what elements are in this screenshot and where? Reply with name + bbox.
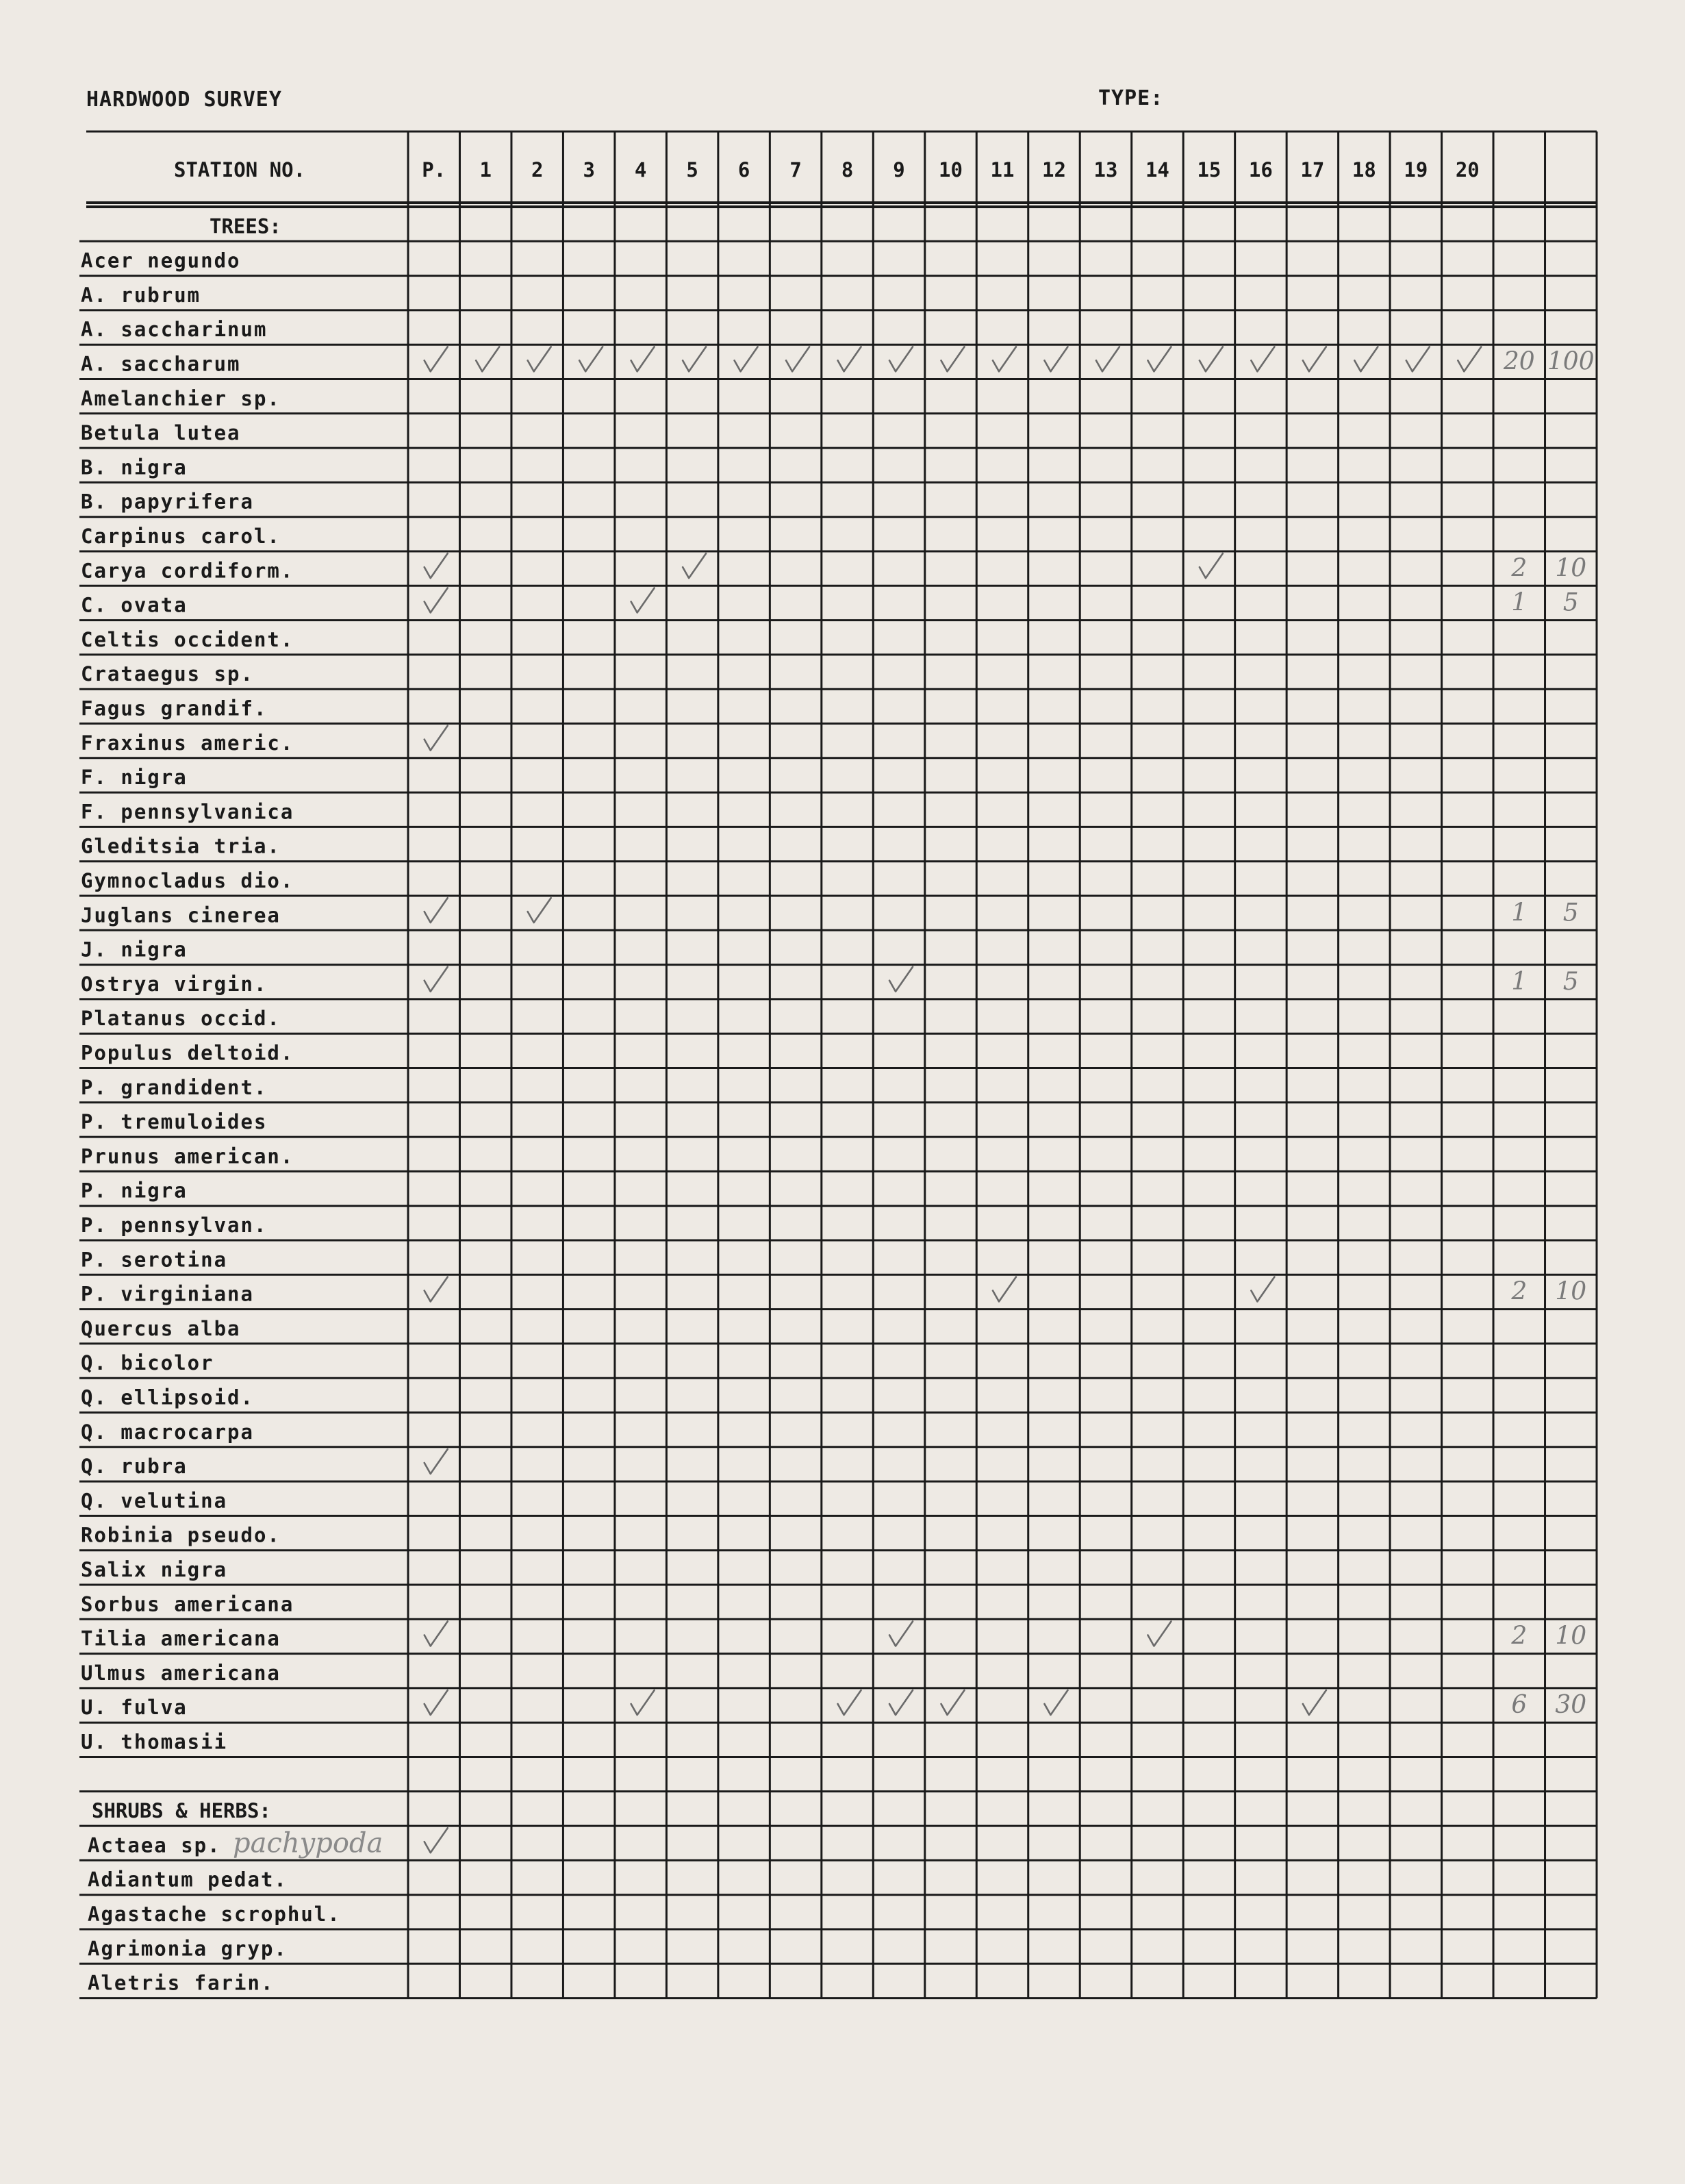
checkmark-icon [425, 1277, 448, 1301]
checkmark-icon [1251, 1277, 1274, 1301]
tally-value: 10 [1555, 1622, 1587, 1650]
checkmark-icon [425, 898, 448, 922]
checkmark-icon [683, 347, 706, 371]
checkmark-icon [1354, 347, 1378, 371]
species-name: Carya cordiform. [81, 559, 294, 583]
species-name: Ostrya virgin. [81, 972, 268, 996]
column-header: 14 [1145, 158, 1169, 181]
checkmark-icon [631, 1690, 655, 1715]
species-name: Salix nigra [81, 1558, 228, 1581]
checkmark-icon [1458, 347, 1481, 371]
species-name: Aletris farin. [88, 1971, 275, 1995]
checkmark-icon [889, 1621, 913, 1646]
species-name: Q. rubra [81, 1455, 188, 1479]
species-name: P. nigra [81, 1179, 188, 1203]
species-name: U. thomasii [81, 1730, 228, 1754]
species-name: Amelanchier sp. [81, 386, 281, 410]
species-name: Gleditsia tria. [81, 834, 281, 858]
species-name: Fraxinus americ. [81, 731, 294, 755]
page-title: HARDWOOD SURVEY [86, 88, 282, 112]
column-header: 9 [893, 158, 905, 181]
checkmark-icon [476, 347, 499, 371]
checkmark-icon [941, 1690, 965, 1715]
species-name: Q. velutina [81, 1489, 228, 1513]
column-header: 17 [1300, 158, 1325, 181]
tally-value: 1 [1511, 967, 1528, 996]
checkmark-icon [425, 1828, 448, 1853]
tally-value: 20 [1503, 347, 1535, 376]
tally-value: 10 [1555, 1277, 1587, 1306]
species-name: P. serotina [81, 1248, 228, 1272]
species-name: A. saccharinum [81, 318, 268, 342]
species-name: Gymnocladus dio. [81, 869, 294, 892]
species-name: Fagus grandif. [81, 696, 268, 720]
section-label: TREES: [210, 214, 281, 238]
column-header: 2 [531, 158, 544, 181]
species-name: Q. ellipsoid. [81, 1385, 254, 1409]
checkmark-icon [1148, 347, 1171, 371]
column-header: 6 [737, 158, 750, 181]
species-name: B. nigra [81, 455, 188, 479]
column-header: 15 [1197, 158, 1221, 181]
tally-value: 1 [1511, 588, 1528, 617]
checkmark-icon [579, 347, 603, 371]
checkmark-icon [838, 347, 861, 371]
species-name: Tilia americana [81, 1627, 281, 1650]
station-no-label: STATION NO. [174, 158, 306, 181]
species-name: Crataegus sp. [81, 662, 254, 686]
species-name: P. tremuloides [81, 1110, 268, 1134]
species-name: Agastache scrophul. [88, 1903, 341, 1926]
checkmark-icon [683, 553, 706, 578]
checkmark-icon [425, 1621, 448, 1646]
tally-value: 100 [1547, 347, 1595, 376]
species-name: P. virginiana [81, 1282, 254, 1306]
column-header: 5 [686, 158, 698, 181]
species-name: Juglans cinerea [81, 903, 281, 927]
species-name: A. rubrum [81, 283, 201, 307]
tally-value: 2 [1511, 554, 1528, 583]
species-name: Sorbus americana [81, 1592, 294, 1616]
checkmark-icon [1303, 347, 1326, 371]
checkmark-icon [838, 1690, 861, 1715]
column-header: 12 [1042, 158, 1066, 181]
tally-value: 30 [1555, 1691, 1587, 1720]
checkmark-icon [786, 347, 809, 371]
checkmark-icon [1044, 1690, 1067, 1715]
type-label: TYPE: [1098, 86, 1164, 110]
tally-value: 5 [1562, 899, 1579, 927]
tally-value: 6 [1511, 1691, 1528, 1720]
species-name: Agrimonia gryp. [88, 1937, 288, 1961]
species-name: Quercus alba [81, 1316, 241, 1340]
checkmark-icon [528, 898, 551, 922]
species-name: P. pennsylvan. [81, 1214, 268, 1237]
checkmark-icon [1303, 1690, 1326, 1715]
checkmark-icon [1044, 347, 1067, 371]
species-name: U. fulva [81, 1696, 188, 1720]
checkmark-icon [528, 347, 551, 371]
checkmark-icon [1096, 347, 1119, 371]
species-name: C. ovata [81, 593, 188, 617]
checkmark-icon [425, 1449, 448, 1474]
column-header: 16 [1248, 158, 1273, 181]
species-name: P. grandident. [81, 1075, 268, 1099]
checkmark-icon [425, 967, 448, 992]
species-name: Prunus american. [81, 1144, 294, 1168]
checkmark-icon [425, 726, 448, 751]
species-name: Adiantum pedat. [88, 1868, 288, 1892]
column-header: 11 [990, 158, 1015, 181]
checkmark-icon [425, 553, 448, 578]
checkmark-icon [1200, 553, 1223, 578]
column-header: 19 [1404, 158, 1428, 181]
checkmark-icon [631, 347, 655, 371]
species-name: Celtis occident. [81, 627, 294, 651]
column-header: 7 [789, 158, 802, 181]
species-name: Platanus occid. [81, 1007, 281, 1031]
species-name: J. nigra [81, 938, 188, 962]
checkmark-icon [993, 347, 1016, 371]
checkmark-icon [1148, 1621, 1171, 1646]
checkmark-icon [1200, 347, 1223, 371]
column-header: 8 [841, 158, 854, 181]
column-header: 3 [583, 158, 595, 181]
species-name: Ulmus americana [81, 1661, 281, 1685]
species-name: A. saccharum [81, 352, 241, 376]
checkmark-icon [425, 347, 448, 371]
checkmark-icon [631, 588, 655, 612]
section-label: SHRUBS & HERBS: [92, 1799, 271, 1823]
species-name: Q. macrocarpa [81, 1420, 254, 1444]
species-name: Robinia pseudo. [81, 1523, 281, 1547]
tally-value: 5 [1562, 967, 1579, 996]
column-header: 13 [1093, 158, 1118, 181]
column-header: P. [422, 158, 446, 181]
column-header: 20 [1455, 158, 1480, 181]
column-header: 4 [634, 158, 647, 181]
checkmark-icon [889, 1690, 913, 1715]
column-header: 10 [939, 158, 963, 181]
species-name: Carpinus carol. [81, 525, 281, 548]
checkmark-icon [889, 347, 913, 371]
checkmark-icon [425, 1690, 448, 1715]
checkmark-icon [889, 967, 913, 992]
checkmark-icon [735, 347, 758, 371]
species-name: F. pennsylvanica [81, 800, 294, 824]
species-name: Betula lutea [81, 421, 241, 445]
species-name: Actaea sp. [88, 1833, 221, 1857]
column-header: 1 [479, 158, 492, 181]
checkmark-icon [993, 1277, 1016, 1301]
handwritten-note: pachypoda [233, 1827, 383, 1859]
tally-value: 5 [1562, 588, 1579, 617]
checkmark-icon [1251, 347, 1274, 371]
checkmark-icon [1406, 347, 1430, 371]
tally-value: 2 [1511, 1277, 1528, 1306]
species-name: Acer negundo [81, 249, 241, 273]
species-name: Q. bicolor [81, 1351, 214, 1375]
checkmark-icon [941, 347, 965, 371]
species-name: B. papyrifera [81, 490, 254, 514]
species-name: Populus deltoid. [81, 1041, 294, 1065]
checkmark-icon [425, 588, 448, 612]
tally-value: 1 [1511, 899, 1528, 927]
tally-value: 2 [1511, 1622, 1528, 1650]
column-header: 18 [1352, 158, 1376, 181]
species-name: F. nigra [81, 766, 188, 790]
tally-value: 10 [1555, 554, 1587, 583]
